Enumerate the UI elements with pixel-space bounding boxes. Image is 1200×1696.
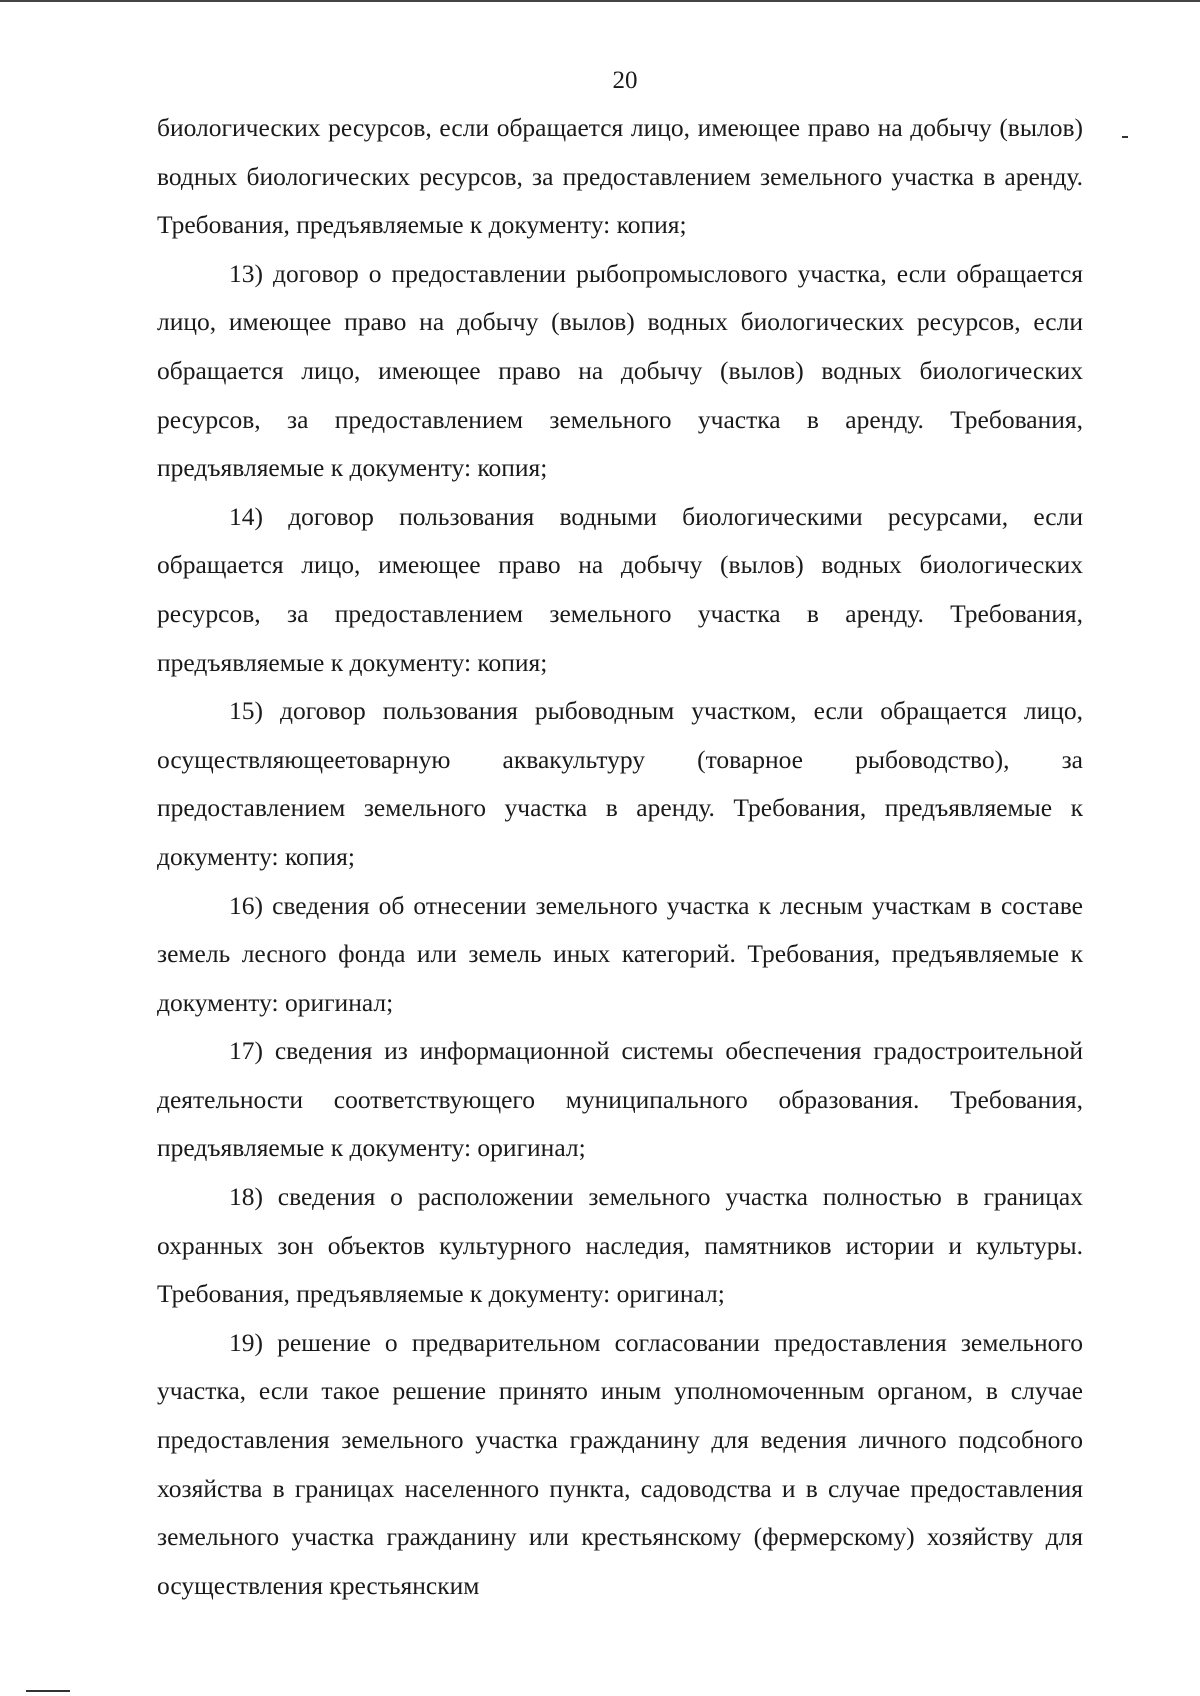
list-item-18: 18) сведения о расположении земельного участка полностью в границах охранных зон объектов культурного наследия, памятников истории и культуры. Требования, предъявляемые к документу: оригинал; bbox=[157, 1182, 1083, 1309]
bottom-edge-mark bbox=[26, 1690, 70, 1692]
paragraph-continuation: биологических ресурсов, если обращается лицо, имеющее право на добычу (вылов) водных биологических ресурсов, за предоставлением земельного участка в аренду. Требования, предъявляемые к документу: копия; bbox=[157, 113, 1083, 240]
document-body bbox=[157, 104, 1083, 1610]
page-number: 20 bbox=[612, 67, 638, 94]
list-item-13: 13) договор о предоставлении рыбопромыслового участка, если обращается лицо, имеющее право на добычу (вылов) водных биологических ресурсов, если обращается лицо, имеющее право на добычу (вылов) водных биологических ресурсов, за предоставлением земельного участка в аренду. Требования, предъявляемые к документу: копия; bbox=[157, 258, 1083, 483]
margin-mark bbox=[1122, 136, 1128, 138]
list-item-15: 15) договор пользования рыбоводным участком, если обращается лицо, осуществляющеетоварную аквакультуру (товарное рыбоводство), за предоставлением земельного участка в аренду. Требования, предъявляемые к документу: копия; bbox=[157, 696, 1083, 871]
list-item-19: 19) решение о предварительном согласовании предоставления земельного участка, если такое решение принято иным уполномоченным органом, в случае предоставления земельного участка гражданину для ведения личного подсобного хозяйства в границах населенного пункта, садоводства и в случае предоставления земельного участка гражданину или крестьянскому (фермерскому) хозяйству для осуществления крестьянским bbox=[157, 1327, 1083, 1600]
list-item-14: 14) договор пользования водными биологическими ресурсами, если обращается лицо, имеющее право на добычу (вылов) водных биологических ресурсов, за предоставлением земельного участка в аренду. Требования, предъявляемые к документу: копия; bbox=[157, 501, 1083, 677]
top-edge-rule bbox=[0, 0, 1200, 2]
list-item-16: 16) сведения об отнесении земельного участка к лесным участкам в составе земель лесного фонда или земель иных категорий. Требования, предъявляемые к документу: оригинал; bbox=[157, 890, 1083, 1017]
list-item-17: 17) сведения из информационной системы обеспечения градостроительной деятельности соответствующего муниципального образования. Требования, предъявляемые к документу: оригинал; bbox=[157, 1036, 1083, 1163]
